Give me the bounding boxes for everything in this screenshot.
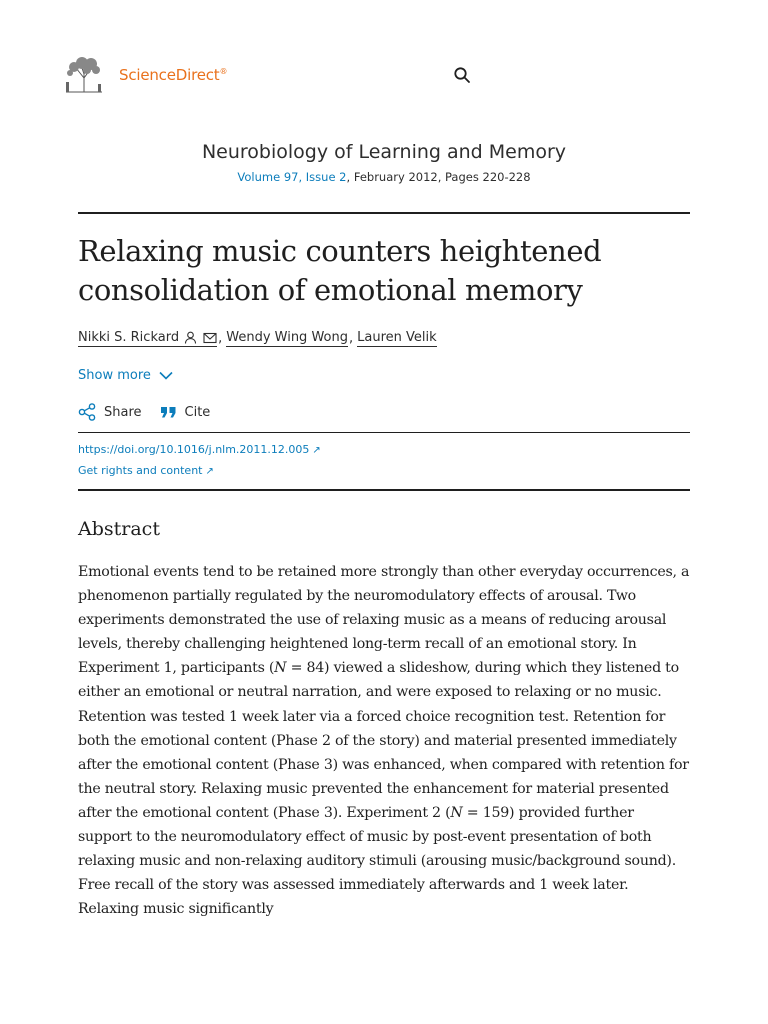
divider-top	[78, 212, 690, 214]
show-more-button[interactable]	[78, 368, 173, 383]
search-button[interactable]	[453, 66, 471, 84]
author-link[interactable]	[78, 330, 217, 347]
author-list	[78, 330, 437, 347]
author-name: Nikki S. Rickard	[78, 330, 180, 345]
rights-link[interactable]	[78, 464, 214, 477]
envelope-icon	[203, 332, 217, 344]
cite-button[interactable]	[160, 405, 211, 420]
share-icon	[78, 403, 96, 421]
external-link-icon: ↗	[205, 466, 214, 477]
doi-text: https://doi.org/10.1016/j.nlm.2011.12.005	[78, 443, 310, 456]
brand-name: ScienceDirect®	[119, 66, 228, 84]
elsevier-tree-icon	[62, 56, 106, 94]
external-link-icon: ↗	[312, 445, 321, 456]
cite-label: Cite	[184, 404, 211, 420]
journal-title[interactable]: Neurobiology of Learning and Memory	[201, 141, 567, 163]
volume-issue-link[interactable]: Volume 97, Issue 2	[237, 170, 347, 184]
divider-doi-bottom	[78, 489, 690, 491]
article-actions	[78, 403, 210, 421]
issue-info	[0, 170, 768, 184]
share-label: Share	[104, 404, 142, 420]
search-icon	[453, 66, 471, 84]
author-separator: ,	[348, 331, 354, 346]
abstract-body	[78, 560, 690, 921]
abstract-heading: Abstract	[78, 518, 160, 540]
person-icon	[184, 331, 197, 344]
sciencedirect-logo[interactable]	[62, 56, 227, 94]
show-more-label: Show more	[78, 368, 151, 383]
abstract-paragraph: Emotional events tend to be retained more strongly than other everyday occurrences, a phenomenon partially regulated by the neuromodulatory effects of arousal. Two experiments demonstrated the use of relaxing music as a means of reducing arousal levels, thereby challenging heightened long-term recall of an emotional story. In Experiment 1, participants (N = 84) viewed a slideshow, during which they listened to either an emotional or neutral narration, and were exposed to relaxing or no music. Retention was tested 1 week later via a forced choice recognition test. Retention for both the emotional content (Phase 2 of the story) and material presented immediately after the emotional content (Phase 3) was enhanced, when compared with retention for the neutral story. Relaxing music prevented the enhancement for material presented after the emotional content (Phase 3). Experiment 2 (N = 159) provided further support to the neuromodulatory effect of music by post-event presentation of both relaxing music and non-relaxing auditory stimuli (arousing music/background sound). Free recall of the story was assessed immediately afterwards and 1 week later. Relaxing music significantly	[78, 564, 690, 918]
rights-text: Get rights and content	[78, 464, 203, 477]
author-link[interactable]: Wendy Wing Wong	[226, 330, 348, 345]
share-button[interactable]	[78, 403, 142, 421]
doi-link[interactable]	[78, 443, 321, 456]
author-link[interactable]: Lauren Velik	[357, 330, 437, 345]
chevron-down-icon	[159, 371, 173, 380]
article-title: Relaxing music counters heightened consolidation of emotional memory	[78, 234, 602, 307]
quote-icon	[160, 405, 177, 419]
divider-doi-top	[78, 432, 690, 433]
date-pages: , February 2012, Pages 220-228	[346, 170, 531, 184]
author-separator: ,	[218, 331, 223, 346]
